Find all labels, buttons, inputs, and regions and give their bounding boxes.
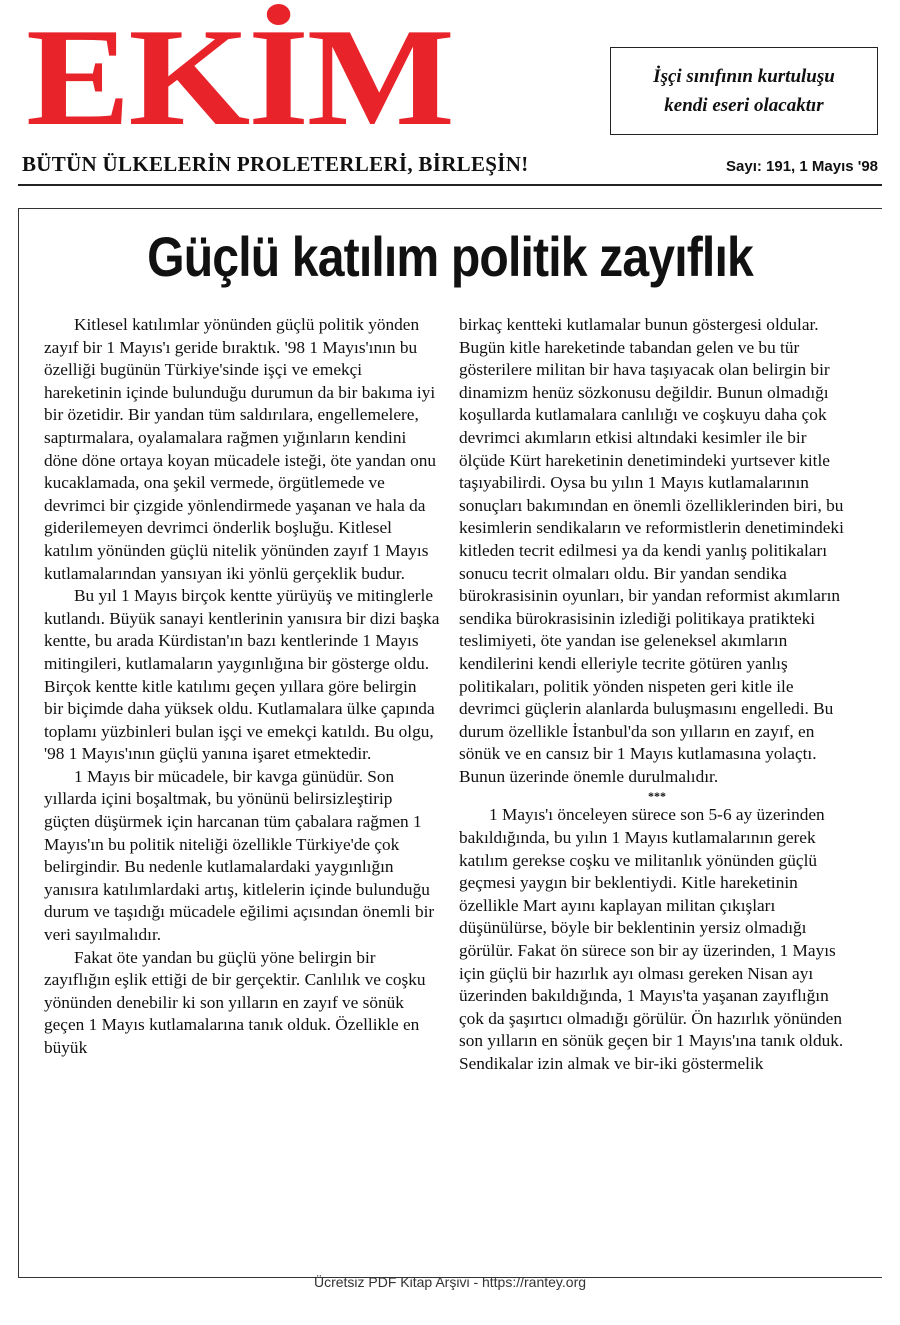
motto-line-2: kendi eseri olacaktır [664,95,824,116]
motto-box [610,47,878,135]
masthead-rule [18,184,882,186]
masthead-logo: EKİM [26,0,453,155]
paragraph: birkaç kentteki kutlamalar bunun göstergesi oldular. Bugün kitle hareketinde tabandan gelen ve bu tür gösterilere militan bir hava taşıyacak olan belirgin bir dinamizm henüz sözkonusu değildir. Bunun olmadığı koşullarda kutlamalara canlılığı ve coşkuyu daha çok devrimci akımların etkisi altındaki kesimler ile bir ölçüde Kürt hareketinin denetimindeki yurtsever kitle taşıyabilirdi. Oysa bu yılın 1 Mayıs kutlamalarının sonuçları bakımından en önemli özelliklerinden biri, bu kesimlerin sendikaların ve reformistlerin denetimindeki kitleden tecrit edilmesi ya da kendi yanlış politikaları sonucu tecrit olmaları oldu. Bir yandan sendika bürokrasisinin oyunları, bir yandan reformist akımların sendika bürokrasisinin izlediği politikaya pratikteki teslimiyeti, öte yandan ise geleneksel akımların kendilerini kendi elleriyle tecrite götüren yanlış politikaları, politik yönden nispeten geri kitle ile devrimci güçlerin alanlarda buluşmasını engelledi. Bu durum özellikle İstanbul'da son yılların en zayıf, en sönük ve en cansız bir 1 Mayıs kutlamasına yolaçtı. Bunun üzerinde önemle durulmalıdır. [459,315,844,786]
motto-line-1: İşçi sınıfının kurtuluşu [653,66,835,87]
paragraph: 1 Mayıs bir mücadele, bir kavga günüdür. Son yıllarda içini boşaltmak, bu yönünü belirsizleştirip güçten düşürmek için harcanan tüm çabalara rağmen 1 Mayıs'ın bu politik niteliği özellikle Türkiye'de çok belirgindir. Bu nedenle kutlamalardaki yaygınlığın yanısıra katılımlardaki artış, kitlelerin içinde bulunduğu durum ve taşıdığı mücadele eğilimi açısından önemli bir veri sayılmalıdır. [44,766,435,945]
section-separator: *** [648,789,666,804]
paragraph: Bu yıl 1 Mayıs birçok kentte yürüyüş ve mitinglerle kutlandı. Büyük sanayi kentlerinin yanısıra bir dizi başka kentte, bu arada Kürdistan'ın bazı kentlerinde 1 Mayıs mitingileri, kutlamaların yaygınlığına bir gösterge oldu. Birçok kentte kitle katılımı geçen yıllara göre belirgin bir biçimde daha yüksek oldu. Kutlamalara ülke çapında toplamı yüzbinleri bulan işçi ve emekçi katıldı. Bu olgu, '98 1 Mayıs'ının güçlü yanına işaret etmektedir. [44,586,440,764]
article-headline: Güçlü katılım politik zayıflık [147,225,753,288]
paragraph: Fakat öte yandan bu güçlü yöne belirgin bir zayıflığın eşlik ettiği de bir gerçektir. Canlılık ve coşku yönünden denebilir ki son yılların en zayıf ve sönük geçen 1 Mayıs kutlamalarına tanık olduk. Özellikle en büyük [44,947,426,1057]
left-column [44,314,440,1060]
footer-watermark: Ücretsiz PDF Kitap Arşivi - https://rantey.org [313,1274,587,1290]
paragraph: 1 Mayıs'ı önceleyen sürece son 5-6 ay üzerinden bakıldığında, bu yılın 1 Mayıs kutlamalarının gerek katılım gerekse coşku ve militanlık yönünden güçlü geçmesi yaygın bir beklentiydi. Kitle hareketinin özellikle Mart ayını kaplayan militan çıkışları düşünülürse, böyle bir beklentinin yersiz olmadığı görülür. Fakat ön sürece son bir ay üzerinden, 1 Mayıs için güçlü bir hazırlık ayı olması gereken Nisan ayı üzerinden bakıldığında, 1 Mayıs'ta yaşanan zayıflığın çok da şaşırtıcı olmadığı görülür. Ön hazırlık yönünden son yılların en sönük geçen bir 1 Mayıs'ına tanık olduk. Sendikalar izin almak ve bir-iki göstermelik [459,805,844,1073]
issue-info: Sayı: 191, 1 Mayıs '98 [726,158,878,175]
paragraph: Kitlesel katılımlar yönünden güçlü politik yönden zayıf bir 1 Mayıs'ı geride bıraktık. '98 1 Mayıs'ının bu özelliği bugünün Türkiye'sinde işçi ve emekçi hareketinin içinde bulunduğu durumun da bir bakıma iyi bir özetidir. Bir yandan tüm saldırılara, engellemelere, saptırmalara, oyalamalara rağmen yığınların kendini döne döne ortaya koyan mücadele isteği, öte yandan onu kucaklamada, ona şekil vermede, örgütlemede ve devrimci bir çizgide yönlendirmede yaşanan ve hala da giderilemeyen devrimci önderlik boşluğu. Kitlesel katılım yönünden güçlü nitelik yönünden zayıf 1 Mayıs kutlamalarından yansıyan iki yönlü gerçeklik budur. [44,315,437,583]
slogan: BÜTÜN ÜLKELERİN PROLETERLERİ, BİRLEŞİN! [22,152,529,176]
right-column [459,314,855,1076]
